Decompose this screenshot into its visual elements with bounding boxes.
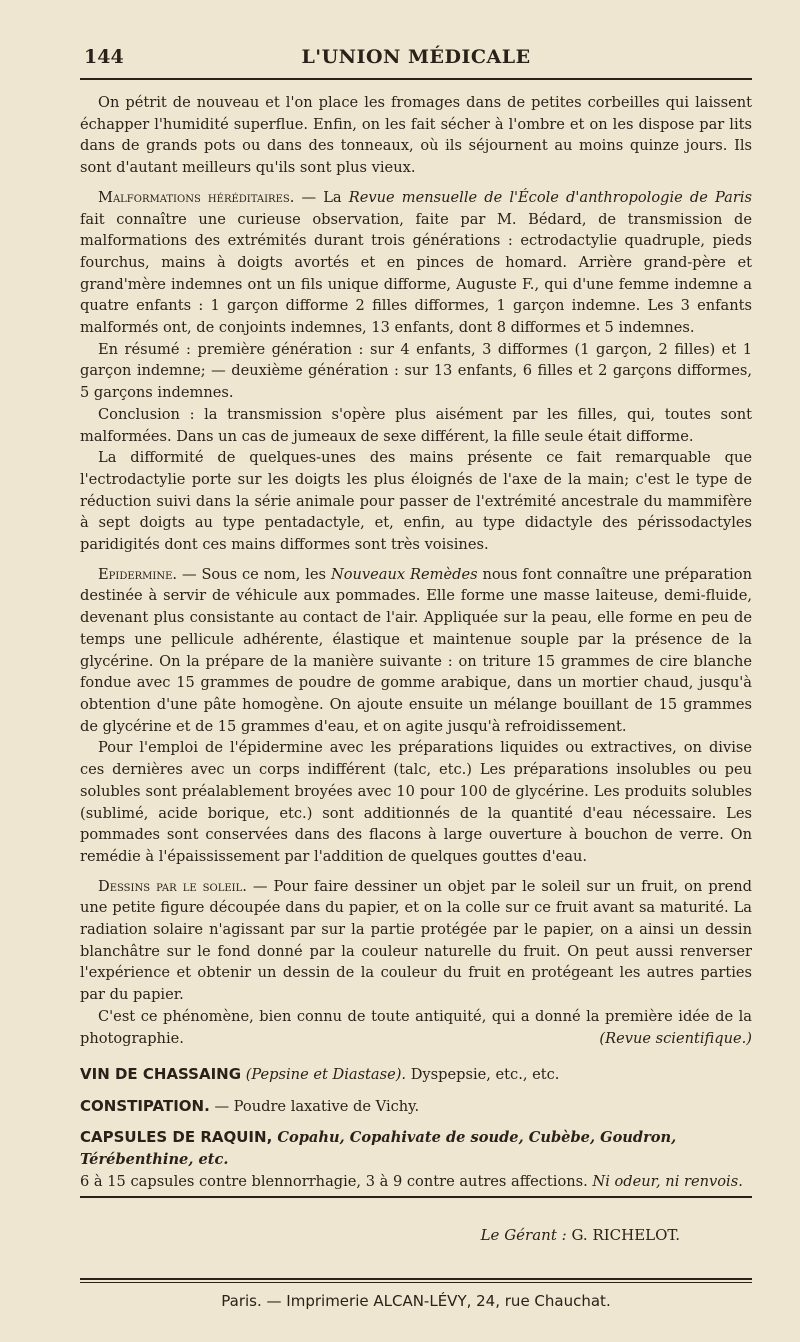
article-body <box>80 92 752 1049</box>
footer-rule <box>80 1278 752 1280</box>
header-rule <box>80 78 752 80</box>
section-heading-sun-drawings: Dessins par le soleil. <box>98 877 247 895</box>
ad-title: CAPSULES DE RAQUIN, <box>80 1128 273 1147</box>
footer-rule-thin <box>80 1282 752 1283</box>
text-span: — Sous ce nom, les <box>177 565 331 583</box>
journal-title: Revue mensuelle de l'École d'anthropologie de Paris <box>348 188 752 206</box>
ad-capsules-raquin <box>80 1127 752 1192</box>
running-title: L'UNION MÉDICALE <box>301 46 531 68</box>
text-span: nous font connaître une préparation destinée à servir de véhicule aux pommades. Elle forme une masse laiteuse, demi-fluide, devenant plus consistante au contact de l'air. Appliquée sur la peau, elle forme en peu de temps une pellicule adhérente, élastique et maintenue souple par la présence de la glycérine. On la prépare de la manière suivante : on triture 15 grammes de cire blanche fondue avec 15 grammes de poudre de gomme arabique, dans un mortier chaud, jusqu'à obtention d'une pâte homogène. On ajoute ensuite un mélange bouillant de 15 grammes de glycérine et de 15 grammes d'eau, et on agite jusqu'à refroidissement. <box>80 565 752 735</box>
ad-text: Dyspepsie, etc., etc. <box>406 1066 560 1083</box>
paragraph-epidermine-usage: Pour l'emploi de l'épidermine avec les préparations liquides ou extractives, on divise ces dernières avec un corps indifférent (talc, etc.) Les préparations insolubles ou peu solubles sont préalablement broyées avec 10 pour 100 de glycérine. Les produits solubles (sublimé, acide borique, etc.) sont additionnés de la quantité d'eau nécessaire. Les pommades sont conservées dans des flacons à large ouverture à bouchon de verre. On remédie à l'épaississement par l'addition de quelques gouttes d'eau. <box>80 739 752 865</box>
manager-signature <box>80 1226 680 1244</box>
text-span: — Pour faire dessiner un objet par le soleil sur un fruit, on prend une petite figure découpée dans du papier, et on la colle sur ce fruit avant sa maturité. La radiation solaire n'agissant par sur la partie protégée par le papier, on a ainsi un dessin blanchâtre sur le fond donné par la couleur naturelle du fruit. On peut aussi renverser l'expérience et obtenir un dessin de la couleur du fruit en protégeant les autres parties par du papier. <box>80 877 752 1004</box>
section-heading-epidermine: Epidermine. <box>98 565 178 583</box>
section-heading-malformations: Malformations héréditaires. <box>98 188 295 206</box>
text-span: C'est ce phénomène, bien connu de toute antiquité, qui a donné la première idée de la photographie. <box>80 1007 752 1047</box>
divider-rule <box>80 1196 752 1198</box>
ad-subtitle: Copahu, Copahivate de soude, Cubèbe, Goudron, Térébenthine, etc. <box>80 1129 677 1169</box>
advertisements <box>80 1064 752 1193</box>
ad-subtitle: (Pepsine et Diastase). <box>245 1066 407 1083</box>
ad-constipation <box>80 1096 752 1118</box>
paragraph-malformations <box>80 187 752 339</box>
ad-note: Ni odeur, ni renvois. <box>592 1172 743 1190</box>
journal-title: Nouveaux Remèdes <box>330 565 478 583</box>
ad-title: VIN DE CHASSAING <box>80 1065 242 1083</box>
manager-name: G. RICHELOT. <box>566 1226 680 1244</box>
paragraph-conclusion: Conclusion : la transmission s'opère plus aisément par les filles, qui, toutes sont malformées. Dans un cas de jumeaux de sexe différent, la fille seule était difforme. <box>80 405 752 445</box>
paragraph-sun-drawings <box>80 876 752 1006</box>
text-span: fait connaître une curieuse observation, faite par M. Bédard, de transmission de malformations des extrémités durant trois générations : ectrodactylie quadruple, pieds fourchus, mains à doigts avortés et en pinces de homard. Arrière grand-père et grand'mère indemnes ont un fils unique difforme, Auguste F., qui d'une femme indemne a quatre enfants : 1 garçon difforme 2 filles difformes, 1 garçon indemne. Les 3 enfants malformés ont, de conjoints indemnes, 13 enfants, dont 8 difformes et 5 indemnes. <box>80 210 752 337</box>
paragraph-epidermine <box>80 564 752 738</box>
paragraph-deformity: La difformité de quelques-unes des mains présente ce fait remarquable que l'ectrodactylie porte sur les doigts les plus éloignés de l'axe de la main; c'est le type de réduction suivi dans la série animale pour passer de l'extrémité ancestrale du mammifère à sept doigts au type pentadactyle, et, enfin, au type didactyle des périssodactyles paridigités dont ces mains difformes sont très voisines. <box>80 449 752 554</box>
page-number: 144 <box>84 46 124 68</box>
paragraph-summary: En résumé : première génération : sur 4 enfants, 3 difformes (1 garçon, 2 filles) et 1 garçon indemne; — deuxième génération : sur 13 enfants, 6 filles et 2 garçons difformes, 5 garçons indemnes. <box>80 340 752 402</box>
paragraph-cheese: On pétrit de nouveau et l'on place les fromages dans de petites corbeilles qui laissent échapper l'humidité superflue. Enfin, on les fait sécher à l'ombre et on les dispose par lits dans de grands pots ou dans des tonneaux, où ils séjournent au moins quinze jours. Ils sont d'autant meilleurs qu'ils sont plus vieux. <box>80 94 752 177</box>
ad-text: 6 à 15 capsules contre blennorrhagie, 3 à 9 contre autres affections. <box>80 1172 593 1190</box>
ad-text: — Poudre laxative de Vichy. <box>209 1097 420 1115</box>
manager-label: Le Gérant : <box>480 1226 567 1244</box>
printer-imprint: Paris. — Imprimerie ALCAN-LÉVY, 24, rue Chauchat. <box>221 1292 611 1310</box>
source-citation: (Revue scientifique.) <box>599 1029 752 1047</box>
ad-title: CONSTIPATION. <box>80 1096 210 1115</box>
ad-vin-chassaing <box>80 1064 752 1086</box>
page-header <box>80 42 752 78</box>
text-span: — La <box>294 188 349 206</box>
